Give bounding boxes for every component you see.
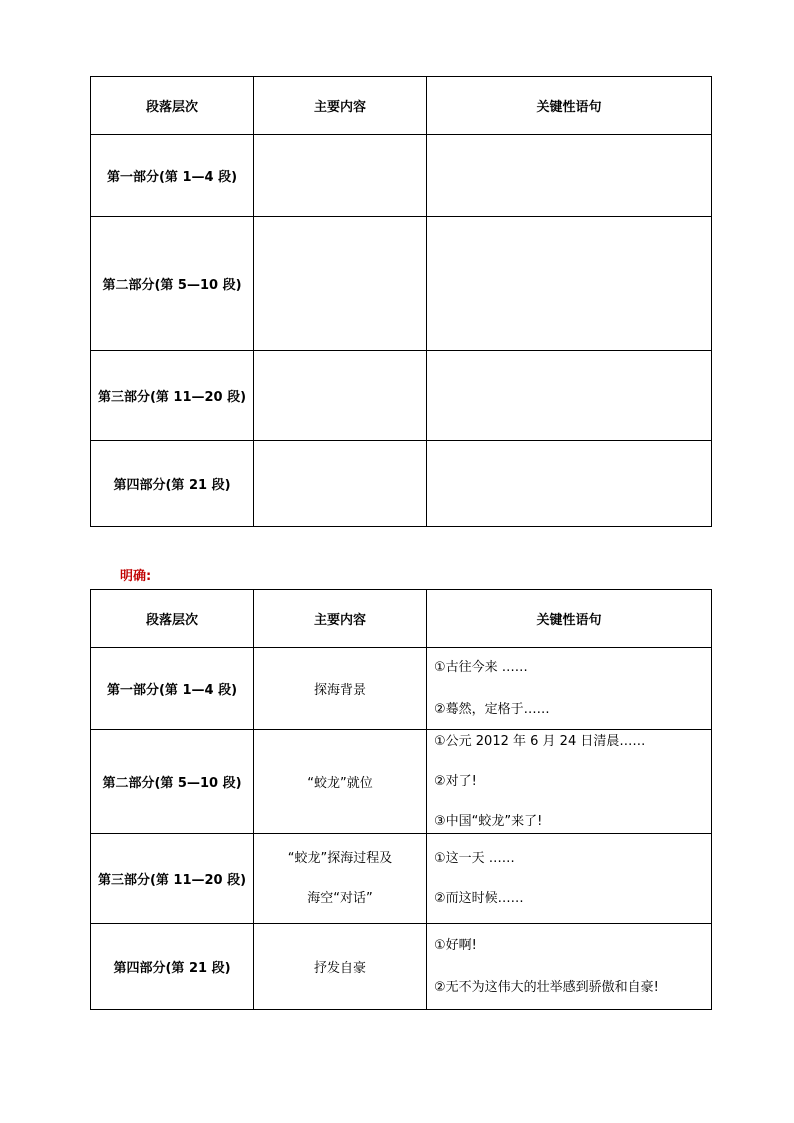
section-table-answer (90, 589, 712, 1010)
key-sentence: ②蓦然，定格于…… (434, 701, 550, 717)
key-sentence-cell-empty[interactable] (427, 217, 712, 351)
key-sentence-cell (427, 730, 712, 834)
content-cell: “蛟龙”就位 (254, 730, 427, 834)
header-content: 主要内容 (254, 77, 427, 135)
key-sentence-cell (427, 924, 712, 1010)
header-key-sentences: 关键性语句 (427, 77, 712, 135)
key-sentence: ②对了! (434, 773, 477, 789)
table-row (91, 441, 712, 527)
content-cell-empty[interactable] (254, 441, 427, 527)
content-cell: 探海背景 (254, 648, 427, 730)
key-sentence: ①好啊! (434, 937, 477, 953)
key-sentence: ①古往今来 …… (434, 659, 528, 675)
section-cell: 第二部分(第 5—10 段) (91, 217, 254, 351)
section-cell: 第四部分(第 21 段) (91, 441, 254, 527)
table-header-row (91, 590, 712, 648)
key-sentence: ①这一天 …… (434, 850, 515, 866)
section-table-blank (90, 76, 712, 527)
content-cell (254, 834, 427, 924)
section-cell: 第一部分(第 1—4 段) (91, 135, 254, 217)
table-header-row (91, 77, 712, 135)
section-cell: 第二部分(第 5—10 段) (91, 730, 254, 834)
table-row (91, 834, 712, 924)
content-cell-empty[interactable] (254, 351, 427, 441)
key-sentence: ③中国“蛟龙”来了! (434, 813, 543, 829)
table-row (91, 217, 712, 351)
table-row (91, 730, 712, 834)
header-section: 段落层次 (91, 77, 254, 135)
section-cell: 第三部分(第 11—20 段) (91, 351, 254, 441)
content-cell-empty[interactable] (254, 135, 427, 217)
content-cell: 抒发自豪 (254, 924, 427, 1010)
content-line: 海空“对话” (307, 890, 373, 906)
key-sentence-cell-empty[interactable] (427, 135, 712, 217)
key-sentence: ①公元 2012 年 6 月 24 日清晨…… (434, 733, 646, 749)
section-cell: 第三部分(第 11—20 段) (91, 834, 254, 924)
key-sentence-cell-empty[interactable] (427, 351, 712, 441)
section-cell: 第一部分(第 1—4 段) (91, 648, 254, 730)
key-sentence: ②而这时候…… (434, 890, 524, 906)
key-sentence-cell (427, 648, 712, 730)
table-row (91, 924, 712, 1010)
key-sentence-cell (427, 834, 712, 924)
table-row (91, 351, 712, 441)
answer-label: 明确: (120, 569, 152, 584)
header-content: 主要内容 (254, 590, 427, 648)
header-key-sentences: 关键性语句 (427, 590, 712, 648)
content-cell-empty[interactable] (254, 217, 427, 351)
key-sentence-cell-empty[interactable] (427, 441, 712, 527)
header-section: 段落层次 (91, 590, 254, 648)
content-line: “蛟龙”探海过程及 (287, 850, 393, 866)
key-sentence: ②无不为这伟大的壮举感到骄傲和自豪! (434, 979, 659, 995)
table-row (91, 648, 712, 730)
table-row (91, 135, 712, 217)
section-cell: 第四部分(第 21 段) (91, 924, 254, 1010)
